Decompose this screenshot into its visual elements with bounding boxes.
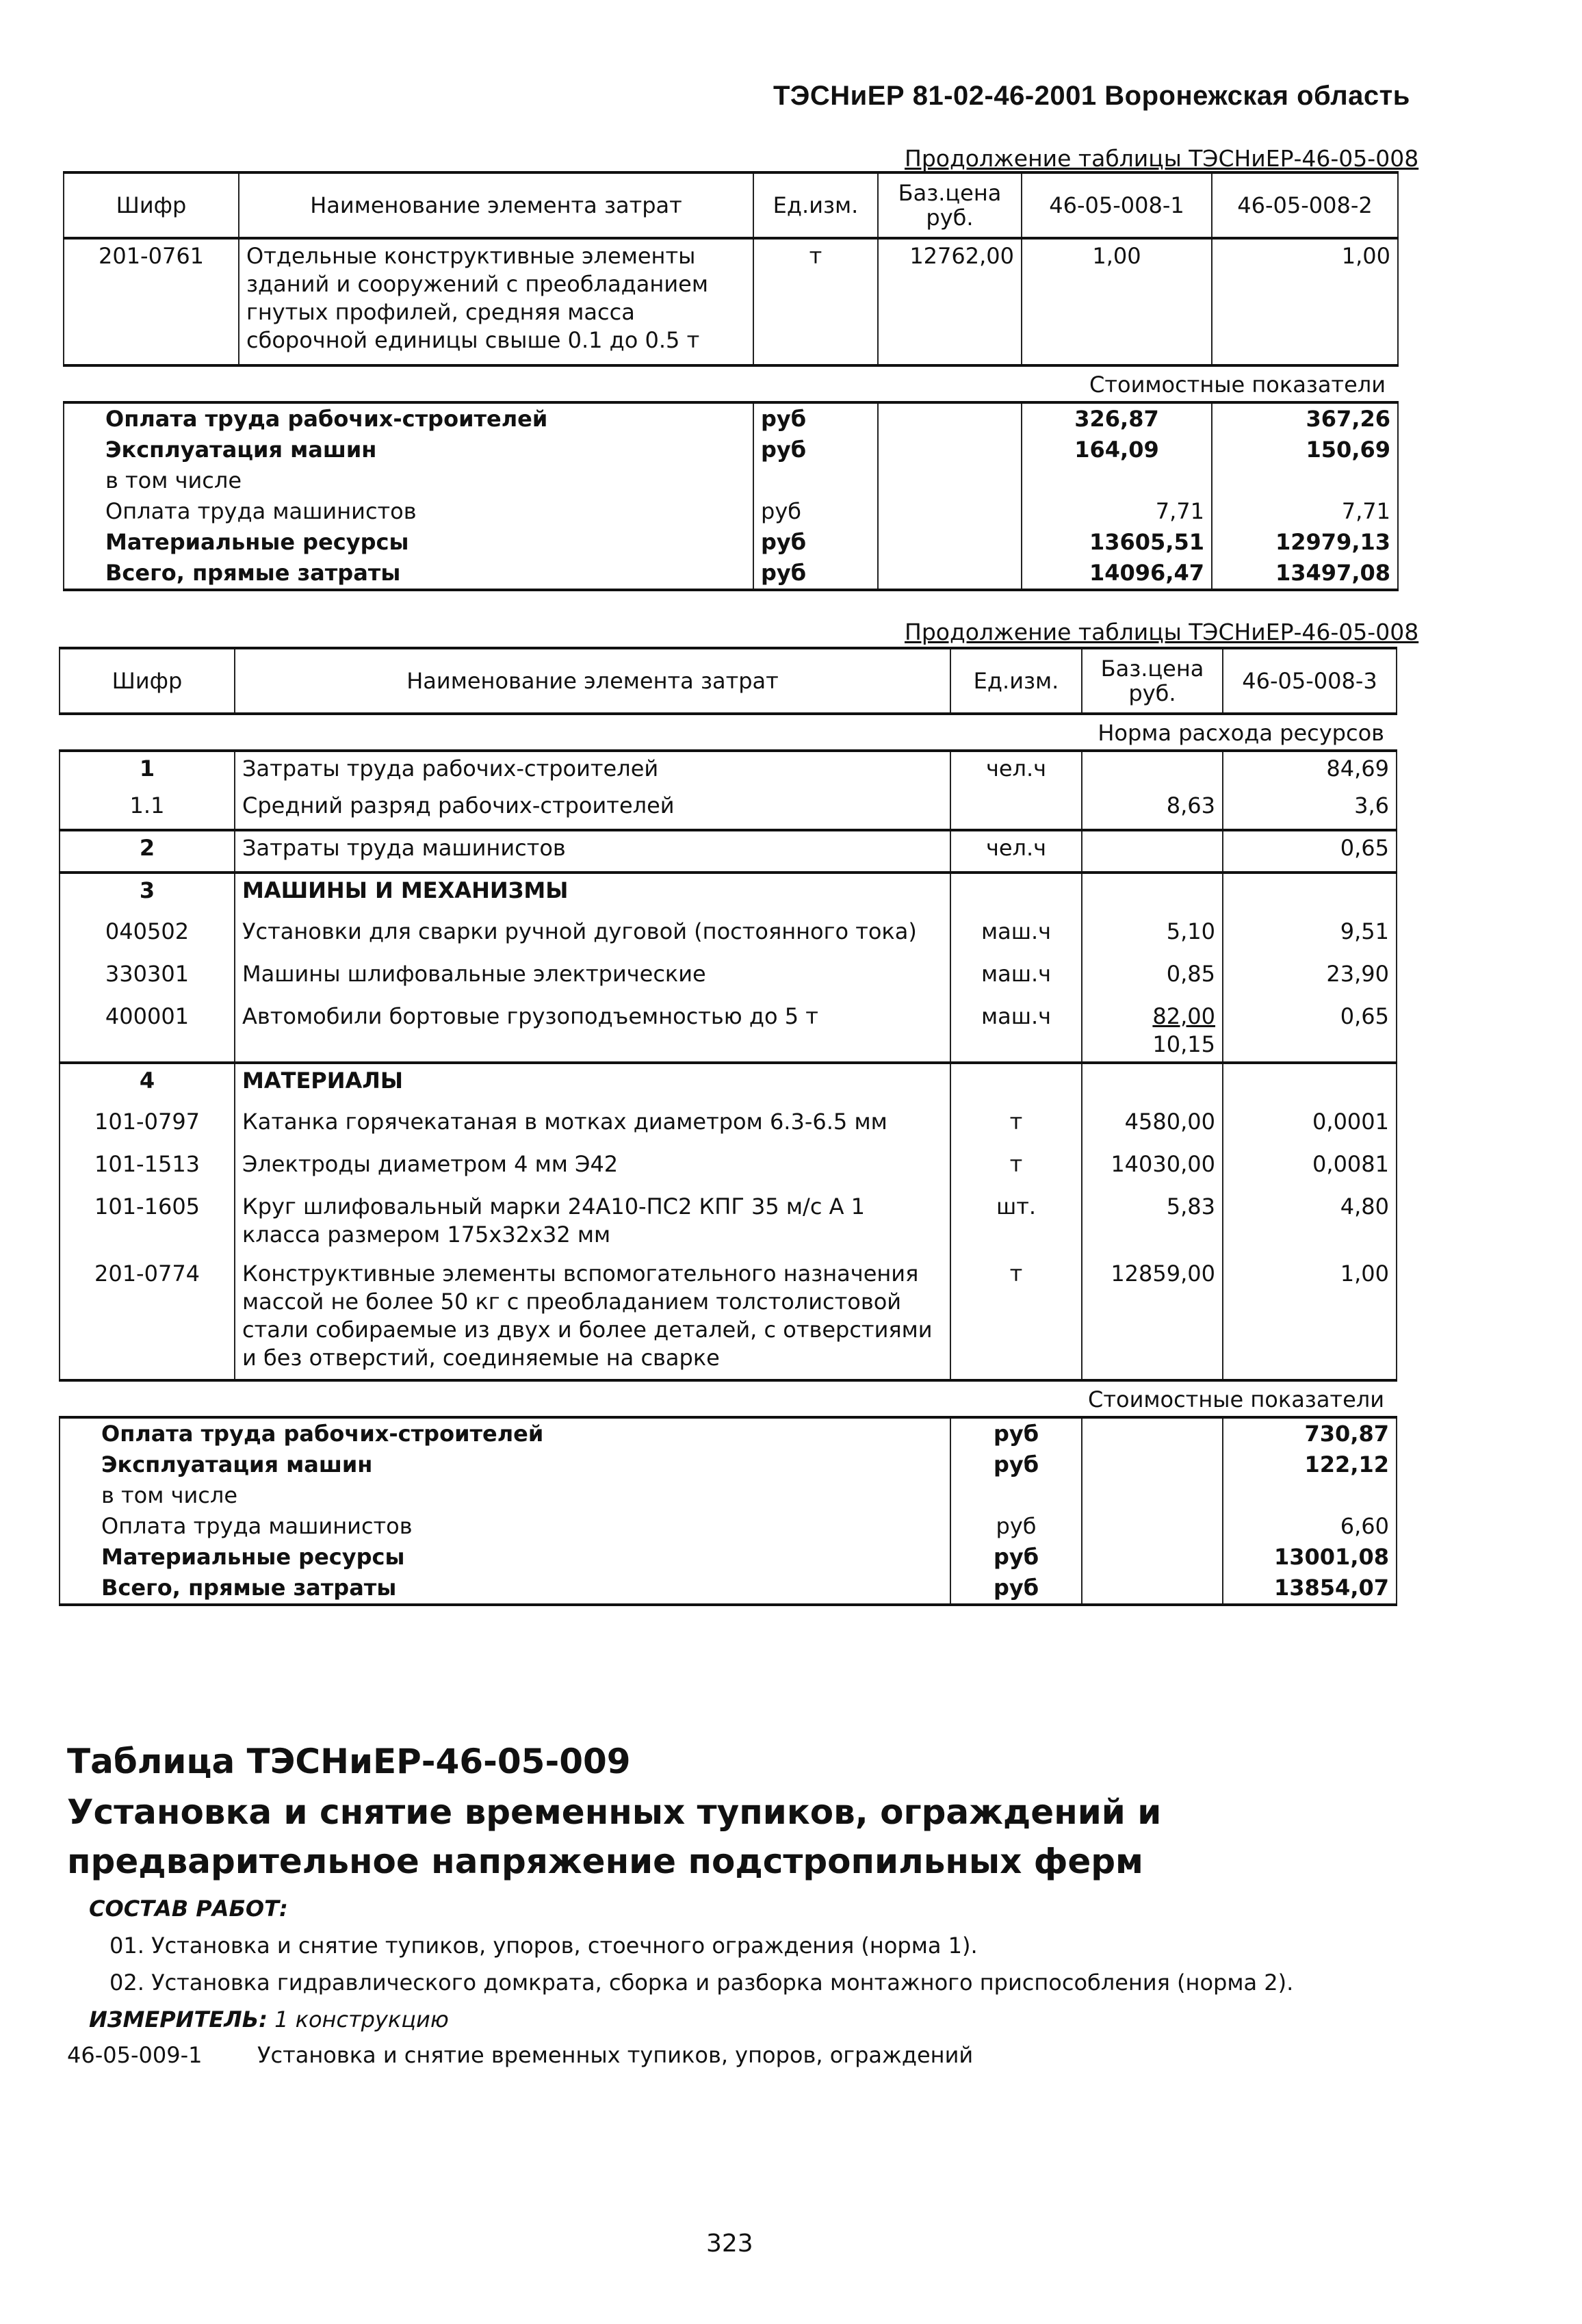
- row-unit: т: [950, 1257, 1082, 1380]
- row-name: Затраты труда машинистов: [235, 830, 950, 873]
- cost-row: [64, 435, 1398, 465]
- norm-code-line: [67, 2042, 973, 2068]
- row-name: Средний разряд рабочих-строителей: [235, 789, 950, 830]
- row-code: 101-1513: [60, 1148, 235, 1190]
- cost-unit: руб: [753, 558, 878, 590]
- row-unit: [950, 1063, 1082, 1105]
- row-value: 0,65: [1223, 830, 1397, 873]
- cost-heading-row: [60, 1380, 1397, 1417]
- section-title: Таблица ТЭСНиЕР-46-05-009: [67, 1742, 631, 1781]
- row-price-underlined: 82,00: [1152, 1003, 1215, 1029]
- table-row: [60, 1257, 1397, 1380]
- row-price: [1082, 1000, 1223, 1063]
- cost-label: Всего, прямые затраты: [64, 558, 753, 590]
- work-item: 02. Установка гидравлического домкрата, сборка и разборка монтажного приспособления (норма 2).: [109, 1970, 1294, 1996]
- column-header-name: Наименование элемента затрат: [239, 172, 753, 238]
- row-price: 0,85: [1082, 957, 1223, 1000]
- row-unit: т: [753, 238, 878, 365]
- cost-unit: руб: [753, 402, 878, 435]
- cost-label: в том числе: [64, 465, 753, 496]
- cost-label: Оплата труда рабочих-строителей: [64, 402, 753, 435]
- row-value-1: 1,00: [1022, 238, 1212, 365]
- row-name: Машины шлифовальные электрические: [235, 957, 950, 1000]
- row-name: Автомобили бортовые грузоподъемностью до 5 т: [235, 1000, 950, 1063]
- table-row: [60, 1000, 1397, 1063]
- cost-row: [60, 1573, 1397, 1605]
- cost-label: в том числе: [60, 1480, 950, 1511]
- table-row: [60, 915, 1397, 957]
- cost-row: [64, 402, 1398, 435]
- table1-caption: Продолжение таблицы ТЭСНиЕР-46-05-008: [905, 145, 1419, 172]
- row-code: 101-1605: [60, 1190, 235, 1257]
- cost-label: Материальные ресурсы: [64, 527, 753, 558]
- table2-caption: Продолжение таблицы ТЭСНиЕР-46-05-008: [905, 619, 1419, 645]
- cost-heading: Стоимостные показатели: [60, 1380, 1397, 1417]
- cost-value-1: 326,87: [1022, 402, 1212, 435]
- row-price-secondary: 10,15: [1152, 1031, 1215, 1057]
- cost-value: 122,12: [1223, 1449, 1397, 1480]
- table-row: [60, 1063, 1397, 1105]
- cost-value: 6,60: [1223, 1511, 1397, 1542]
- cost-value-2: 367,26: [1212, 402, 1398, 435]
- cost-unit: руб: [950, 1542, 1082, 1573]
- cost-heading: Стоимостные показатели: [64, 365, 1398, 402]
- column-header-unit: Ед.изм.: [753, 172, 878, 238]
- cost-row: [64, 465, 1398, 496]
- work-composition-label: СОСТАВ РАБОТ:: [89, 1896, 288, 1922]
- row-price: 12859,00: [1082, 1257, 1223, 1380]
- table2-header-row: [60, 648, 1397, 714]
- cost-empty: [878, 402, 1022, 435]
- table1-header-row: [64, 172, 1398, 238]
- row-price: 14030,00: [1082, 1148, 1223, 1190]
- table-row: [60, 751, 1397, 789]
- column-header-norm-2: 46-05-008-2: [1212, 172, 1398, 238]
- cost-row: [64, 527, 1398, 558]
- cost-value-2: 12979,13: [1212, 527, 1398, 558]
- document-header: ТЭСНиЕР 81-02-46-2001 Воронежская область: [773, 81, 1410, 111]
- table-row: [60, 789, 1397, 830]
- column-header-code: Шифр: [60, 648, 235, 714]
- row-unit: маш.ч: [950, 1000, 1082, 1063]
- cost-value-1: 164,09: [1022, 435, 1212, 465]
- row-name: Конструктивные элементы вспомогательного назначения массой не более 50 кг с преобладанием толстолистовой стали собираемые из двух и более деталей, с отверстиями и без отверстий, соединяемые на сварке: [235, 1257, 950, 1380]
- table-row: [64, 238, 1398, 365]
- table-row: [60, 873, 1397, 915]
- cost-unit: руб: [753, 496, 878, 527]
- meter-value: 1 конструкцию: [274, 2006, 449, 2032]
- row-code: 3: [60, 873, 235, 915]
- cost-empty: [1082, 1480, 1223, 1511]
- cost-value-2: 13497,08: [1212, 558, 1398, 590]
- row-price: 4580,00: [1082, 1105, 1223, 1148]
- cost-value-1: 7,71: [1022, 496, 1212, 527]
- column-header-norm-3: 46-05-008-3: [1223, 648, 1397, 714]
- cost-empty: [1082, 1542, 1223, 1573]
- row-unit: маш.ч: [950, 915, 1082, 957]
- cost-value-1: 14096,47: [1022, 558, 1212, 590]
- row-code: 400001: [60, 1000, 235, 1063]
- row-price: 12762,00: [878, 238, 1022, 365]
- row-name: Отдельные конструктивные элементы зданий и сооружений с преобладанием гнутых профилей, средняя масса сборочной единицы свыше 0.1 до 0.5 т: [239, 238, 753, 365]
- cost-unit: руб: [950, 1417, 1082, 1449]
- column-header-price: Баз.цена руб.: [878, 172, 1022, 238]
- table1: [63, 171, 1399, 591]
- cost-heading-row: [64, 365, 1398, 402]
- cost-label: Эксплуатация машин: [64, 435, 753, 465]
- cost-row: [60, 1480, 1397, 1511]
- table-row: [60, 1190, 1397, 1257]
- row-name: Круг шлифовальный марки 24А10-ПС2 КПГ 35 м/с А 1 класса размером 175х32х32 мм: [235, 1190, 950, 1257]
- meter-label: ИЗМЕРИТЕЛЬ:: [89, 2006, 268, 2032]
- norm-description: Установка и снятие временных тупиков, упоров, ограждений: [257, 2042, 974, 2068]
- cost-empty: [878, 465, 1022, 496]
- cost-label: Эксплуатация машин: [60, 1449, 950, 1480]
- cost-row: [60, 1542, 1397, 1573]
- row-code: 040502: [60, 915, 235, 957]
- row-value: [1223, 873, 1397, 915]
- table2: [59, 647, 1397, 1606]
- row-code: 4: [60, 1063, 235, 1105]
- table-row: [60, 957, 1397, 1000]
- row-price: [1082, 751, 1223, 789]
- row-unit: т: [950, 1148, 1082, 1190]
- cost-empty: [878, 496, 1022, 527]
- row-name: Затраты труда рабочих-строителей: [235, 751, 950, 789]
- row-price: 5,10: [1082, 915, 1223, 957]
- cost-label: Оплата труда машинистов: [64, 496, 753, 527]
- cost-unit: руб: [950, 1573, 1082, 1605]
- table-row: [60, 830, 1397, 873]
- norm-heading-row: [60, 714, 1397, 751]
- row-value: 84,69: [1223, 751, 1397, 789]
- row-value: 3,6: [1223, 789, 1397, 830]
- cost-value-1: [1022, 465, 1212, 496]
- row-code: 201-0761: [64, 238, 239, 365]
- norm-heading: Норма расхода ресурсов: [60, 714, 1397, 751]
- row-unit: чел.ч: [950, 751, 1082, 789]
- row-price: [1082, 1063, 1223, 1105]
- row-name: Установки для сварки ручной дуговой (постоянного тока): [235, 915, 950, 957]
- cost-value-2: [1212, 465, 1398, 496]
- cost-value-2: 150,69: [1212, 435, 1398, 465]
- row-name: Катанка горячекатаная в мотках диаметром 6.3-6.5 мм: [235, 1105, 950, 1148]
- row-unit: маш.ч: [950, 957, 1082, 1000]
- row-value: 0,65: [1223, 1000, 1397, 1063]
- cost-row: [64, 558, 1398, 590]
- row-name: Электроды диаметром 4 мм Э42: [235, 1148, 950, 1190]
- section-subtitle: Установка и снятие временных тупиков, ограждений и предварительное напряжение подстропильных ферм: [67, 1792, 1162, 1881]
- cost-empty: [1082, 1417, 1223, 1449]
- cost-empty: [878, 435, 1022, 465]
- column-header-name: Наименование элемента затрат: [235, 648, 950, 714]
- row-name: МАТЕРИАЛЫ: [235, 1063, 950, 1105]
- row-unit: чел.ч: [950, 830, 1082, 873]
- row-code: 330301: [60, 957, 235, 1000]
- cost-label: Оплата труда рабочих-строителей: [60, 1417, 950, 1449]
- cost-row: [64, 496, 1398, 527]
- cost-empty: [1082, 1573, 1223, 1605]
- page-number: 323: [706, 2230, 753, 2258]
- row-price: [1082, 873, 1223, 915]
- work-item: 01. Установка и снятие тупиков, упоров, стоечного ограждения (норма 1).: [109, 1933, 978, 1959]
- row-code: 201-0774: [60, 1257, 235, 1380]
- row-value: 0,0081: [1223, 1148, 1397, 1190]
- cost-value: 13001,08: [1223, 1542, 1397, 1573]
- cost-label: Всего, прямые затраты: [60, 1573, 950, 1605]
- row-unit: [950, 789, 1082, 830]
- row-code: 101-0797: [60, 1105, 235, 1148]
- cost-empty: [878, 527, 1022, 558]
- column-header-norm-1: 46-05-008-1: [1022, 172, 1212, 238]
- cost-row: [60, 1511, 1397, 1542]
- row-code: 1.1: [60, 789, 235, 830]
- row-name: МАШИНЫ И МЕХАНИЗМЫ: [235, 873, 950, 915]
- row-price: 8,63: [1082, 789, 1223, 830]
- row-code: 1: [60, 751, 235, 789]
- cost-value: 730,87: [1223, 1417, 1397, 1449]
- row-value: 9,51: [1223, 915, 1397, 957]
- row-unit: т: [950, 1105, 1082, 1148]
- row-value: 23,90: [1223, 957, 1397, 1000]
- cost-unit: руб: [950, 1511, 1082, 1542]
- cost-unit: [753, 465, 878, 496]
- cost-label: Материальные ресурсы: [60, 1542, 950, 1573]
- norm-code: 46-05-009-1: [67, 2042, 203, 2068]
- cost-value-2: 7,71: [1212, 496, 1398, 527]
- meter-line: [89, 2006, 449, 2032]
- cost-value-1: 13605,51: [1022, 527, 1212, 558]
- cost-value: 13854,07: [1223, 1573, 1397, 1605]
- cost-row: [60, 1417, 1397, 1449]
- row-code: 2: [60, 830, 235, 873]
- row-price: [1082, 830, 1223, 873]
- row-value-2: 1,00: [1212, 238, 1398, 365]
- cost-label: Оплата труда машинистов: [60, 1511, 950, 1542]
- row-unit: шт.: [950, 1190, 1082, 1257]
- row-unit: [950, 873, 1082, 915]
- table-row: [60, 1105, 1397, 1148]
- row-value: 1,00: [1223, 1257, 1397, 1380]
- cost-empty: [878, 558, 1022, 590]
- cost-row: [60, 1449, 1397, 1480]
- table-row: [60, 1148, 1397, 1190]
- cost-unit: [950, 1480, 1082, 1511]
- cost-unit: руб: [753, 435, 878, 465]
- row-value: [1223, 1063, 1397, 1105]
- cost-empty: [1082, 1511, 1223, 1542]
- cost-unit: руб: [753, 527, 878, 558]
- cost-value: [1223, 1480, 1397, 1511]
- column-header-code: Шифр: [64, 172, 239, 238]
- row-price: 5,83: [1082, 1190, 1223, 1257]
- column-header-unit: Ед.изм.: [950, 648, 1082, 714]
- cost-empty: [1082, 1449, 1223, 1480]
- cost-unit: руб: [950, 1449, 1082, 1480]
- row-value: 0,0001: [1223, 1105, 1397, 1148]
- row-value: 4,80: [1223, 1190, 1397, 1257]
- column-header-price: Баз.цена руб.: [1082, 648, 1223, 714]
